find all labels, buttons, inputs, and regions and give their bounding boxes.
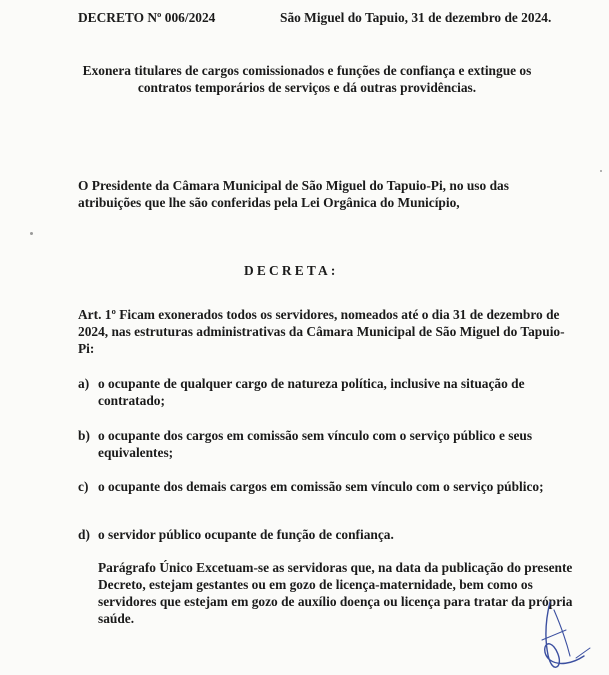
item-letter: d): [78, 527, 90, 542]
signature-scribble-icon: [536, 600, 596, 675]
item-letter: a): [78, 376, 90, 391]
place-date: São Miguel do Tapuio, 31 de dezembro de 2024.: [280, 10, 552, 25]
ementa: Exonera titulares de cargos comissionados e funções de confiança e extingue os contratos temporários de serviços e dá outras providências.: [82, 63, 532, 95]
item-text: o servidor público ocupante de função de confiança.: [98, 527, 394, 542]
item-letter: b): [78, 428, 90, 443]
decreta-heading: DECRETA:: [244, 263, 339, 278]
article-1: Art. 1º Ficam exonerados todos os servidores, nomeados até o dia 31 de dezembro de 2024, nas estruturas administrativas da Câmara Municipal de São Miguel do Tapuio-Pi:: [78, 307, 565, 356]
item-a: [78, 375, 578, 409]
scan-speck: [600, 170, 602, 172]
item-letter: c): [78, 479, 89, 494]
preamble: O Presidente da Câmara Municipal de São Miguel do Tapuio-Pi, no uso das atribuições que lhe são conferidas pela Lei Orgânica do Município,: [78, 178, 509, 210]
item-c: [78, 478, 578, 495]
item-b: [78, 427, 578, 461]
item-d: [78, 526, 578, 543]
paragrafo-unico: Parágrafo Único Excetuam-se as servidoras que, na data da publicação do presente Decreto, estejam gestantes ou em gozo de licença-maternidade, bem como os servidores que estejam em gozo de auxílio doença ou licença para tratar da própria saúde.: [98, 560, 573, 626]
item-text: o ocupante de qualquer cargo de natureza política, inclusive na situação de contratado;: [98, 376, 525, 408]
decree-number: DECRETO Nº 006/2024: [78, 10, 216, 25]
item-text: o ocupante dos demais cargos em comissão sem vínculo com o serviço público;: [98, 479, 544, 494]
item-text: o ocupante dos cargos em comissão sem vínculo com o serviço público e seus equivalentes;: [98, 428, 533, 460]
scan-speck: [30, 232, 33, 235]
